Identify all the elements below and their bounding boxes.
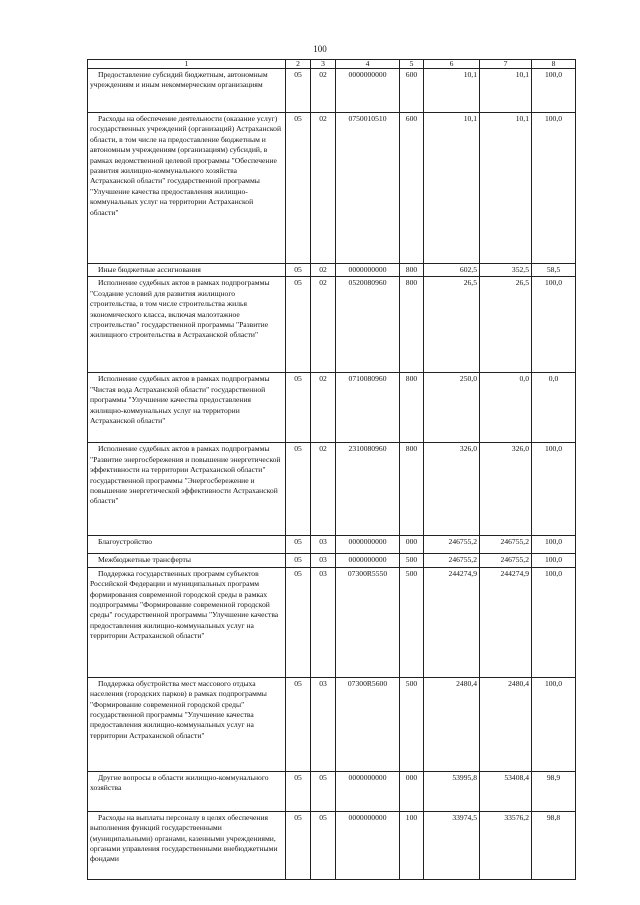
cell-plan: 10,1	[424, 69, 480, 113]
table-row	[88, 554, 576, 567]
table-row	[88, 771, 576, 811]
cell-target-code: 0000000000	[336, 264, 400, 277]
cell-percent: 100,0	[532, 677, 576, 771]
cell-actual: 10,1	[480, 69, 532, 113]
cell-actual: 2480,4	[480, 677, 532, 771]
cell-target-code: 0000000000	[336, 771, 400, 811]
row-name: Другие вопросы в области жилищно-коммунального хозяйства	[88, 771, 286, 811]
cell-expense-type: 800	[400, 264, 424, 277]
cell-subsection: 02	[311, 264, 336, 277]
cell-actual: 326,0	[480, 443, 532, 536]
cell-subsection: 03	[311, 536, 336, 554]
cell-expense-type: 800	[400, 443, 424, 536]
cell-subsection: 03	[311, 554, 336, 567]
row-name: Иные бюджетные ассигнования	[88, 264, 286, 277]
cell-section: 05	[286, 567, 311, 677]
cell-actual: 0,0	[480, 373, 532, 443]
cell-section: 05	[286, 264, 311, 277]
cell-plan: 26,5	[424, 277, 480, 373]
cell-subsection: 02	[311, 443, 336, 536]
table-row	[88, 567, 576, 677]
cell-subsection: 02	[311, 277, 336, 373]
cell-percent: 100,0	[532, 567, 576, 677]
cell-section: 05	[286, 277, 311, 373]
cell-plan: 602,5	[424, 264, 480, 277]
table-row	[88, 277, 576, 373]
table-row	[88, 443, 576, 536]
cell-plan: 244274,9	[424, 567, 480, 677]
col-header-3: 3	[311, 60, 336, 69]
row-name: Благоустройство	[88, 536, 286, 554]
table-row	[88, 811, 576, 879]
cell-plan: 10,1	[424, 113, 480, 264]
cell-percent: 100,0	[532, 277, 576, 373]
cell-subsection: 02	[311, 373, 336, 443]
row-name: Исполнение судебных актов в рамках подпрограммы "Создание условий для развития жилищного строительства, в том числе строительства жилья экономического класса, включая малоэтажное строительство" государственной программы "Развитие жилищного строительства в Астраханской области"	[88, 277, 286, 373]
cell-actual: 244274,9	[480, 567, 532, 677]
col-header-5: 5	[400, 60, 424, 69]
cell-plan: 246755,2	[424, 536, 480, 554]
page-number: 100	[313, 44, 327, 54]
table-row	[88, 264, 576, 277]
cell-target-code: 0000000000	[336, 536, 400, 554]
cell-expense-type: 600	[400, 113, 424, 264]
cell-plan: 250,0	[424, 373, 480, 443]
cell-target-code: 0000000000	[336, 69, 400, 113]
col-header-4: 4	[336, 60, 400, 69]
cell-section: 05	[286, 771, 311, 811]
cell-section: 05	[286, 373, 311, 443]
cell-percent: 100,0	[532, 69, 576, 113]
table-row	[88, 373, 576, 443]
cell-percent: 58,5	[532, 264, 576, 277]
cell-plan: 326,0	[424, 443, 480, 536]
cell-expense-type: 800	[400, 277, 424, 373]
row-name: Предоставление субсидий бюджетным, автономным учреждениям и иным некоммерческим организациям	[88, 69, 286, 113]
cell-target-code: 0000000000	[336, 811, 400, 879]
cell-section: 05	[286, 677, 311, 771]
row-name: Поддержка государственных программ субъектов Российской Федерации и муниципальных программ формирования современной городской среды в рамках подпрограммы "Формирование современной городской среды" государственной программы "Улучшение качества предоставления жилищно-коммунальных услуг на территории Астраханской области"	[88, 567, 286, 677]
cell-percent: 98,9	[532, 771, 576, 811]
table-row	[88, 677, 576, 771]
cell-actual: 352,5	[480, 264, 532, 277]
cell-section: 05	[286, 443, 311, 536]
cell-plan: 2480,4	[424, 677, 480, 771]
cell-target-code: 0750010510	[336, 113, 400, 264]
cell-target-code: 0000000000	[336, 554, 400, 567]
cell-subsection: 02	[311, 113, 336, 264]
cell-percent: 0,0	[532, 373, 576, 443]
col-header-7: 7	[480, 60, 532, 69]
cell-section: 05	[286, 554, 311, 567]
cell-actual: 246755,2	[480, 554, 532, 567]
cell-plan: 53995,8	[424, 771, 480, 811]
cell-subsection: 05	[311, 811, 336, 879]
cell-percent: 100,0	[532, 536, 576, 554]
col-header-2: 2	[286, 60, 311, 69]
cell-percent: 98,8	[532, 811, 576, 879]
cell-actual: 10,1	[480, 113, 532, 264]
col-header-6: 6	[424, 60, 480, 69]
cell-percent: 100,0	[532, 554, 576, 567]
cell-section: 05	[286, 811, 311, 879]
cell-expense-type: 100	[400, 811, 424, 879]
table-header-row	[88, 60, 576, 69]
cell-target-code: 2310080960	[336, 443, 400, 536]
row-name: Исполнение судебных актов в рамках подпрограммы "Развитие энергосбережения и повышение энергетической эффективности на территории Астраханской области" государственной программы "Энергосбережение и повышение энергетической эффективности Астраханской области"	[88, 443, 286, 536]
budget-table	[87, 59, 576, 880]
row-name: Поддержка обустройства мест массового отдыха населения (городских парков) в рамках подпрограммы "Формирование современной городской среды" государственной программы "Улучшение качества предоставления жилищно-коммунальных услуг на территории Астраханской области"	[88, 677, 286, 771]
cell-expense-type: 500	[400, 677, 424, 771]
cell-actual: 246755,2	[480, 536, 532, 554]
cell-expense-type: 600	[400, 69, 424, 113]
cell-subsection: 03	[311, 677, 336, 771]
cell-subsection: 02	[311, 69, 336, 113]
row-name: Исполнение судебных актов в рамках подпрограммы "Чистая вода Астраханской области" государственной программы "Улучшение качества предоставления жилищно-коммунальных услуг на территории Астраханской области"	[88, 373, 286, 443]
cell-percent: 100,0	[532, 113, 576, 264]
cell-target-code: 0520080960	[336, 277, 400, 373]
cell-expense-type: 500	[400, 554, 424, 567]
cell-subsection: 03	[311, 567, 336, 677]
cell-subsection: 05	[311, 771, 336, 811]
table-row	[88, 536, 576, 554]
cell-percent: 100,0	[532, 443, 576, 536]
cell-section: 05	[286, 536, 311, 554]
row-name: Межбюджетные трансферты	[88, 554, 286, 567]
cell-expense-type: 000	[400, 771, 424, 811]
cell-target-code: 07300R5600	[336, 677, 400, 771]
cell-expense-type: 800	[400, 373, 424, 443]
cell-plan: 246755,2	[424, 554, 480, 567]
table-row	[88, 113, 576, 264]
cell-expense-type: 500	[400, 567, 424, 677]
cell-target-code: 0710080960	[336, 373, 400, 443]
table-row	[88, 69, 576, 113]
col-header-1: 1	[88, 60, 286, 69]
cell-target-code: 07300R5550	[336, 567, 400, 677]
cell-section: 05	[286, 113, 311, 264]
cell-actual: 26,5	[480, 277, 532, 373]
cell-actual: 33576,2	[480, 811, 532, 879]
cell-section: 05	[286, 69, 311, 113]
cell-expense-type: 000	[400, 536, 424, 554]
col-header-8: 8	[532, 60, 576, 69]
cell-plan: 33974,5	[424, 811, 480, 879]
row-name: Расходы на обеспечение деятельности (оказание услуг) государственных учреждений (организаций) Астраханской области, в том числе на предоставление бюджетным и автономным учреждениям (организациям) субсидий, в рамках ведомственной целевой программы "Обеспечение развития жилищно-коммунального хозяйства Астраханской области" государственной программы "Улучшение качества предоставления жилищно-коммунальных услуг на территории Астраханской области"	[88, 113, 286, 264]
cell-actual: 53408,4	[480, 771, 532, 811]
row-name: Расходы на выплаты персоналу в целях обеспечения выполнения функций государственными (муниципальными) органами, казенными учреждениями, органами управления государственными внебюджетными фондами	[88, 811, 286, 879]
